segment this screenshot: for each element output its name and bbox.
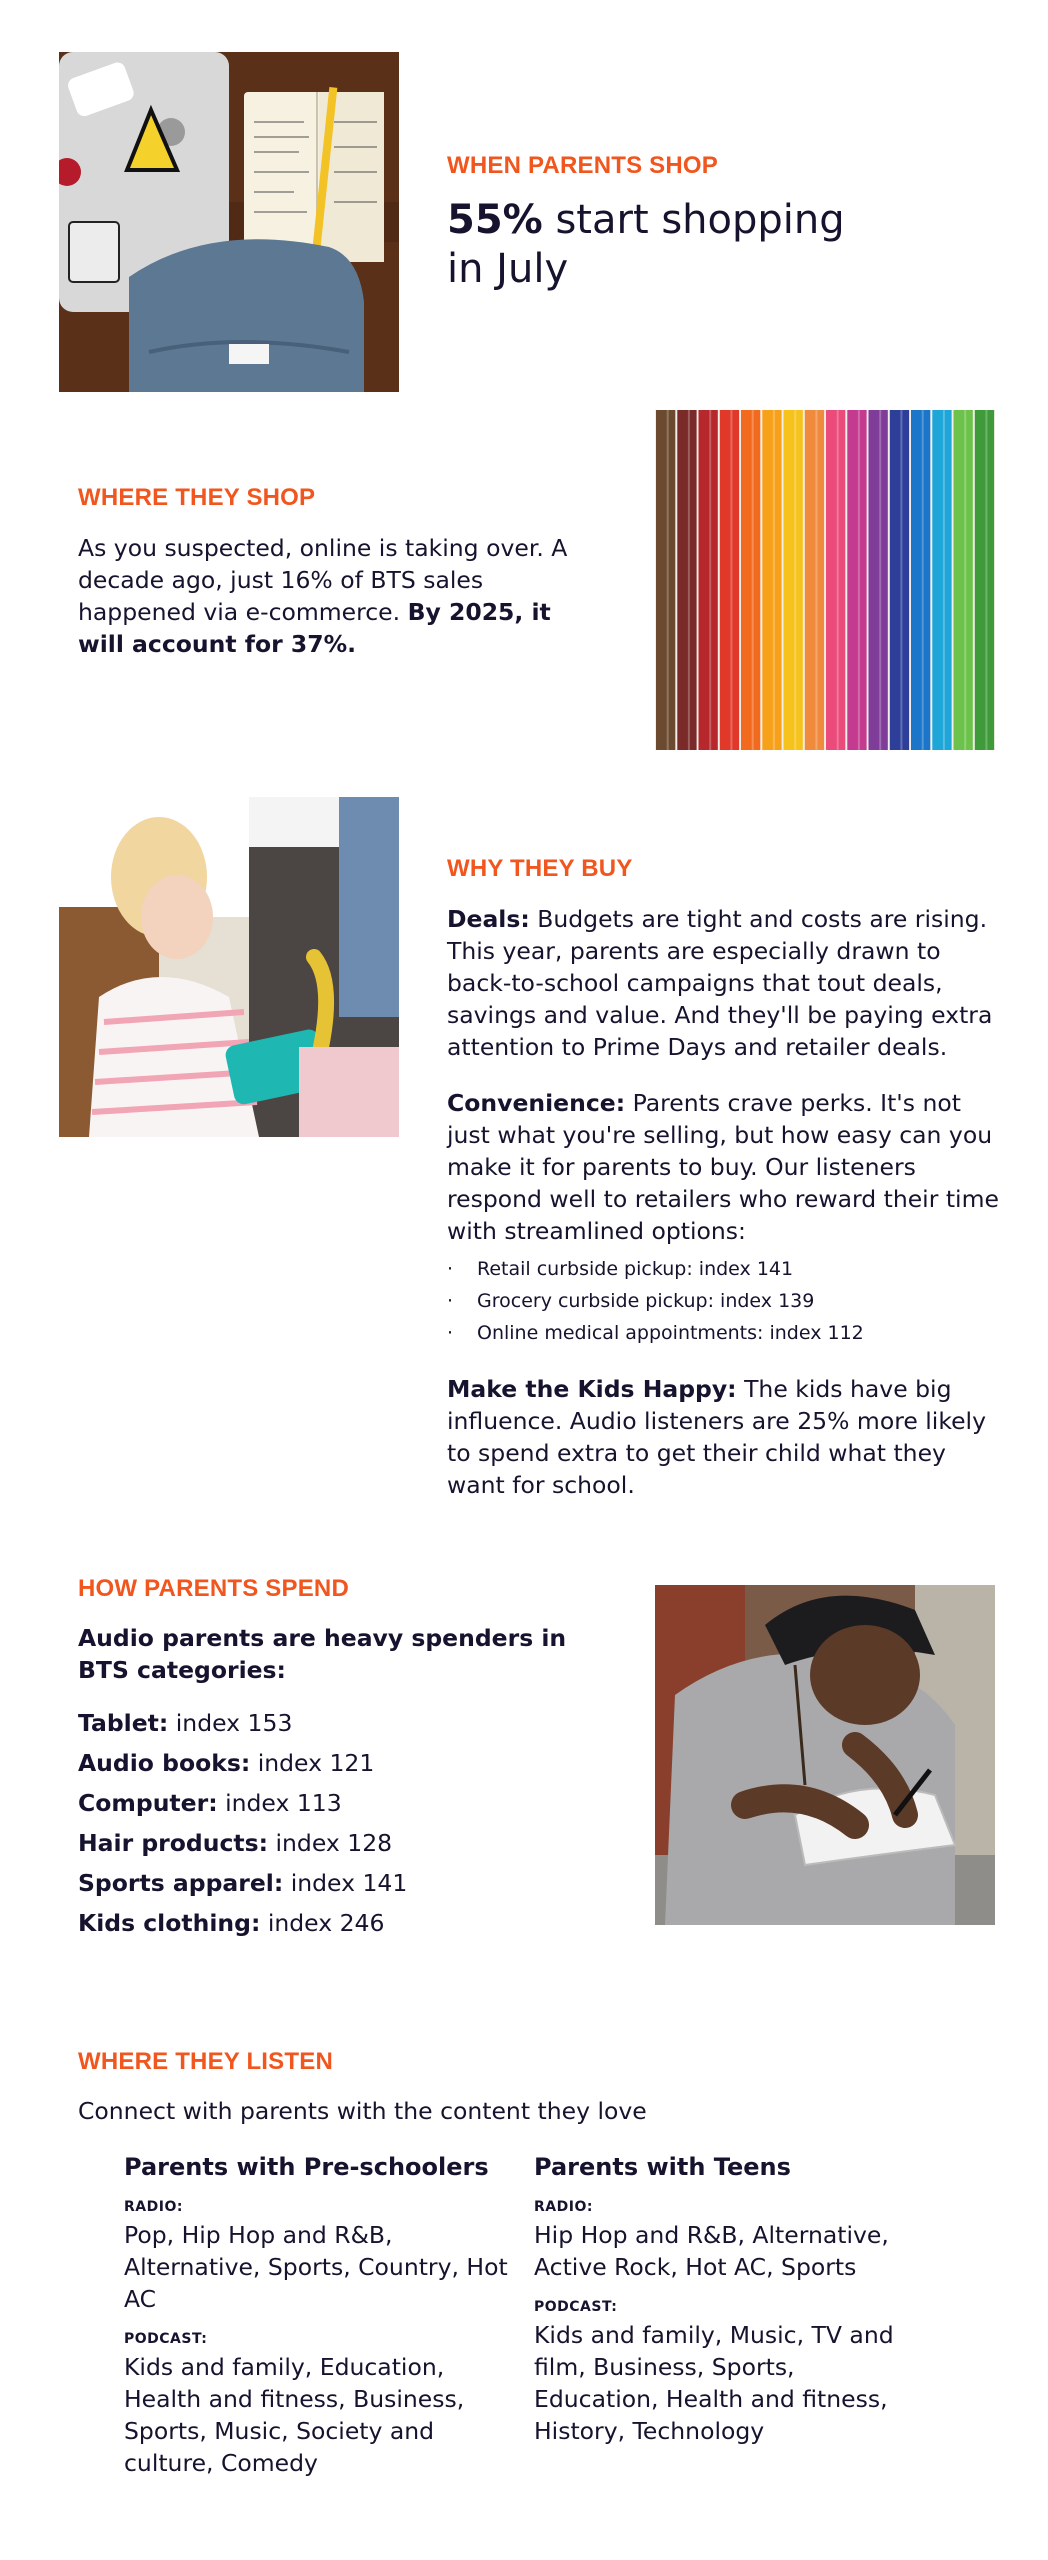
laptop-notebook-backpack-photo — [59, 52, 399, 392]
convenience-text: Parents crave perks. It's not just what you're selling, but how easy can you make it for parents to buy. Our listeners respond well to retailers who reward their time with streamlined options: — [447, 1089, 999, 1245]
pencil-highlight — [688, 410, 690, 750]
pencil-stripe — [975, 410, 994, 750]
where-they-shop-paragraph — [78, 532, 578, 660]
pencil-stripe — [847, 410, 866, 750]
podcast-label: PODCAST: — [124, 2331, 208, 2347]
heavy-spenders-subhead: Audio parents are heavy spenders in BTS categories: — [78, 1624, 567, 1684]
pencil-stripe — [869, 410, 888, 750]
where-they-listen-eyebrow: WHERE THEY LISTEN — [78, 2048, 333, 2075]
spend-item-value: index 153 — [168, 1709, 293, 1737]
teens-podcast-genres: Kids and family, Music, TV and film, Business, Sports, Education, Health and fitness, History, Technology — [534, 2321, 894, 2445]
pencil-stripe — [805, 410, 824, 750]
preschoolers-title: Parents with Pre-schoolers — [124, 2153, 489, 2181]
spend-item-label: Kids clothing: — [78, 1909, 261, 1937]
colored-pencils-illustration — [655, 410, 995, 750]
podcast-label: PODCAST: — [534, 2299, 618, 2315]
laptop-notebook-backpack-illustration — [59, 52, 399, 392]
spend-item-sports-apparel — [78, 1863, 578, 1903]
spend-item-value: index 128 — [268, 1829, 393, 1857]
pencil-highlight — [752, 410, 754, 750]
spend-item-computer — [78, 1783, 578, 1823]
pencil-stripe — [826, 410, 845, 750]
spend-item-label: Tablet: — [78, 1709, 169, 1737]
pencil-stripe — [890, 410, 909, 750]
where-they-shop-eyebrow: WHERE THEY SHOP — [78, 484, 316, 511]
pencil-stripe — [911, 410, 930, 750]
pencil-stripe — [699, 410, 718, 750]
spend-item-audio-books — [78, 1743, 578, 1783]
pencil-stripe — [954, 410, 973, 750]
pencil-highlight — [964, 410, 966, 750]
teens-title: Parents with Teens — [534, 2153, 791, 2181]
ecommerce-stat: By 2025, it will account for 37%. — [78, 598, 551, 658]
spending-index-list — [78, 1703, 578, 1943]
pencil-stripe — [720, 410, 739, 750]
spend-item-value: index 141 — [283, 1869, 408, 1897]
bullet-grocery-curbside: · Grocery curbside pickup: index 139 — [447, 1285, 1007, 1317]
why-they-buy-content — [447, 903, 1007, 1501]
spend-item-tablet — [78, 1703, 578, 1743]
pencil-highlight — [709, 410, 711, 750]
pencil-highlight — [879, 410, 881, 750]
pencil-stripe — [741, 410, 760, 750]
pencil-highlight — [943, 410, 945, 750]
ecommerce-text: As you suspected, online is taking over. A decade ago, just 16% of BTS sales happened via e-commerce. — [78, 534, 568, 626]
pencil-stripe — [784, 410, 803, 750]
preschoolers-column — [124, 2151, 514, 2493]
radio-label: RADIO: — [124, 2199, 183, 2215]
pencil-stripe — [762, 410, 781, 750]
kids-happy-text: The kids have big influence. Audio listeners are 25% more likely to spend extra to get their child what they want for school. — [447, 1375, 986, 1499]
deals-paragraph — [447, 903, 1007, 1063]
convenience-paragraph — [447, 1087, 1007, 1247]
man-writing-notebook-photo — [655, 1585, 995, 1925]
pencil-highlight — [667, 410, 669, 750]
preschoolers-podcast-genres: Kids and family, Education, Health and fitness, Business, Sports, Music, Society and culture, Comedy — [124, 2353, 465, 2477]
colored-pencils-photo — [655, 410, 995, 750]
bullet-online-medical: · Online medical appointments: index 112 — [447, 1317, 1007, 1349]
spend-item-label: Computer: — [78, 1789, 218, 1817]
child-lunchbox-illustration — [59, 797, 399, 1137]
kids-happy-paragraph — [447, 1373, 1007, 1501]
why-they-buy-eyebrow: WHY THEY BUY — [447, 855, 633, 882]
headline-stat: 55% — [447, 197, 543, 243]
pencil-highlight — [837, 410, 839, 750]
headline-text: start shopping in July — [447, 197, 845, 292]
deals-text: Budgets are tight and costs are rising. This year, parents are especially drawn to back-to-school campaigns that tout deals, savings and value. And they'll be paying extra attention to Prime Days and retailer deals. — [447, 905, 993, 1061]
spend-item-value: index 113 — [217, 1789, 342, 1817]
where-they-listen-intro: Connect with parents with the content they love — [78, 2097, 647, 2125]
teens-column — [534, 2151, 924, 2461]
pencil-highlight — [815, 410, 817, 750]
how-parents-spend-eyebrow: HOW PARENTS SPEND — [78, 1575, 349, 1602]
radio-label: RADIO: — [534, 2199, 593, 2215]
convenience-label: Convenience: — [447, 1089, 626, 1117]
convenience-bullet-list — [447, 1253, 1007, 1349]
bullet-retail-curbside: · Retail curbside pickup: index 141 — [447, 1253, 1007, 1285]
when-parents-shop-eyebrow: WHEN PARENTS SHOP — [447, 152, 718, 179]
teens-radio-genres: Hip Hop and R&B, Alternative, Active Rock, Hot AC, Sports — [534, 2221, 889, 2281]
man-writing-notebook-illustration — [655, 1585, 995, 1925]
pencil-highlight — [922, 410, 924, 750]
july-shopping-headline — [447, 196, 867, 294]
spend-item-label: Hair products: — [78, 1829, 269, 1857]
spend-item-label: Audio books: — [78, 1749, 251, 1777]
pencil-highlight — [794, 410, 796, 750]
pencil-highlight — [985, 410, 987, 750]
pencil-highlight — [773, 410, 775, 750]
pencil-highlight — [900, 410, 902, 750]
preschoolers-radio-genres: Pop, Hip Hop and R&B, Alternative, Sports, Country, Hot AC — [124, 2221, 508, 2313]
pencil-stripe — [656, 410, 675, 750]
deals-label: Deals: — [447, 905, 530, 933]
spend-item-label: Sports apparel: — [78, 1869, 284, 1897]
spend-item-value: index 121 — [250, 1749, 375, 1777]
spend-item-value: index 246 — [260, 1909, 385, 1937]
kids-happy-label: Make the Kids Happy: — [447, 1375, 737, 1403]
pencil-stripe — [677, 410, 696, 750]
child-lunchbox-photo — [59, 797, 399, 1137]
pencil-highlight — [730, 410, 732, 750]
pencil-stripe — [932, 410, 951, 750]
spend-item-kids-clothing — [78, 1903, 578, 1943]
spend-item-hair-products — [78, 1823, 578, 1863]
pencil-highlight — [858, 410, 860, 750]
